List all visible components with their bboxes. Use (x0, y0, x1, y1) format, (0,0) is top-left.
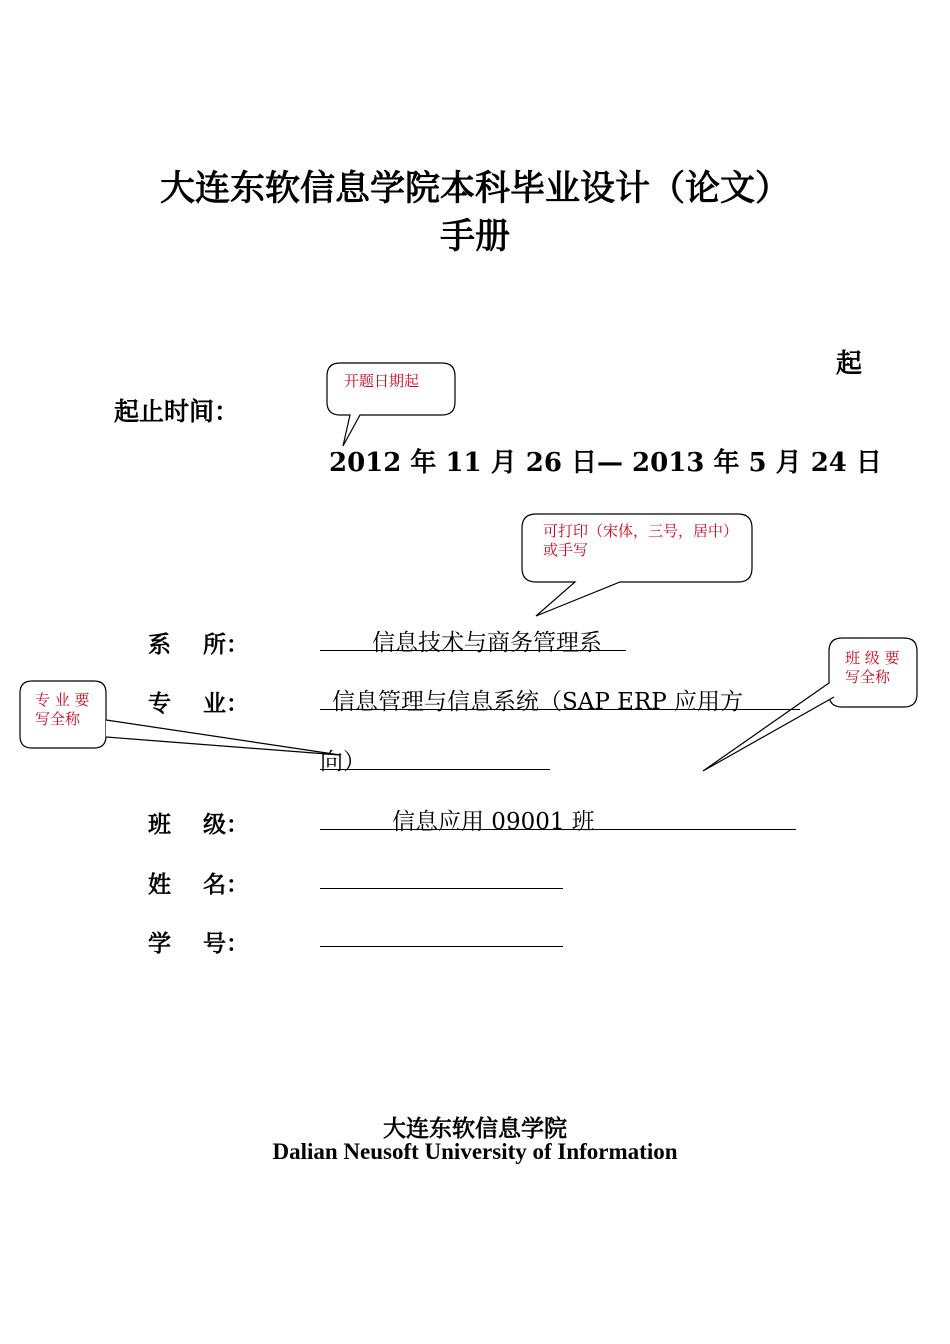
major-label: 专 业： (148, 691, 250, 717)
class-value: 信息应用 09001 班 (392, 809, 595, 835)
footer-institution-en: Dalian Neusoft University of Information (272, 1139, 678, 1164)
department-value: 信息技术与商务管理系 (372, 630, 602, 656)
footer-institution-cn: 大连东软信息学院 (383, 1116, 567, 1142)
major-value-line2: 向） (320, 749, 366, 775)
major-value-line1: 信息管理与信息系统（SAP ERP 应用方 (332, 689, 744, 715)
name-label: 姓 名： (148, 872, 250, 898)
callout-major-full: 专 业 要写全称 (35, 691, 90, 728)
class-label: 班 级： (148, 812, 250, 838)
department-label: 系 所： (148, 632, 250, 658)
callout-start-date: 开题日期起 (344, 372, 420, 390)
period-dates: 2012 年 11 月 26 日— 2013 年 5 月 24 日 (329, 448, 882, 478)
period-fragment: 起 (836, 349, 863, 379)
callout-print-note: 可打印（宋体，三号，居中）或手写 (543, 522, 739, 559)
page-title: 大连东软信息学院本科毕业设计（论文） (159, 169, 790, 209)
name-field[interactable] (320, 888, 563, 889)
student-id-label: 学 号： (148, 931, 250, 957)
callout-class-full: 班 级 要写全称 (845, 649, 900, 686)
period-label: 起止时间： (114, 397, 240, 426)
callout-pointer-major (106, 720, 340, 755)
page-title-line2: 手册 (439, 217, 510, 257)
student-id-field[interactable] (320, 946, 563, 947)
